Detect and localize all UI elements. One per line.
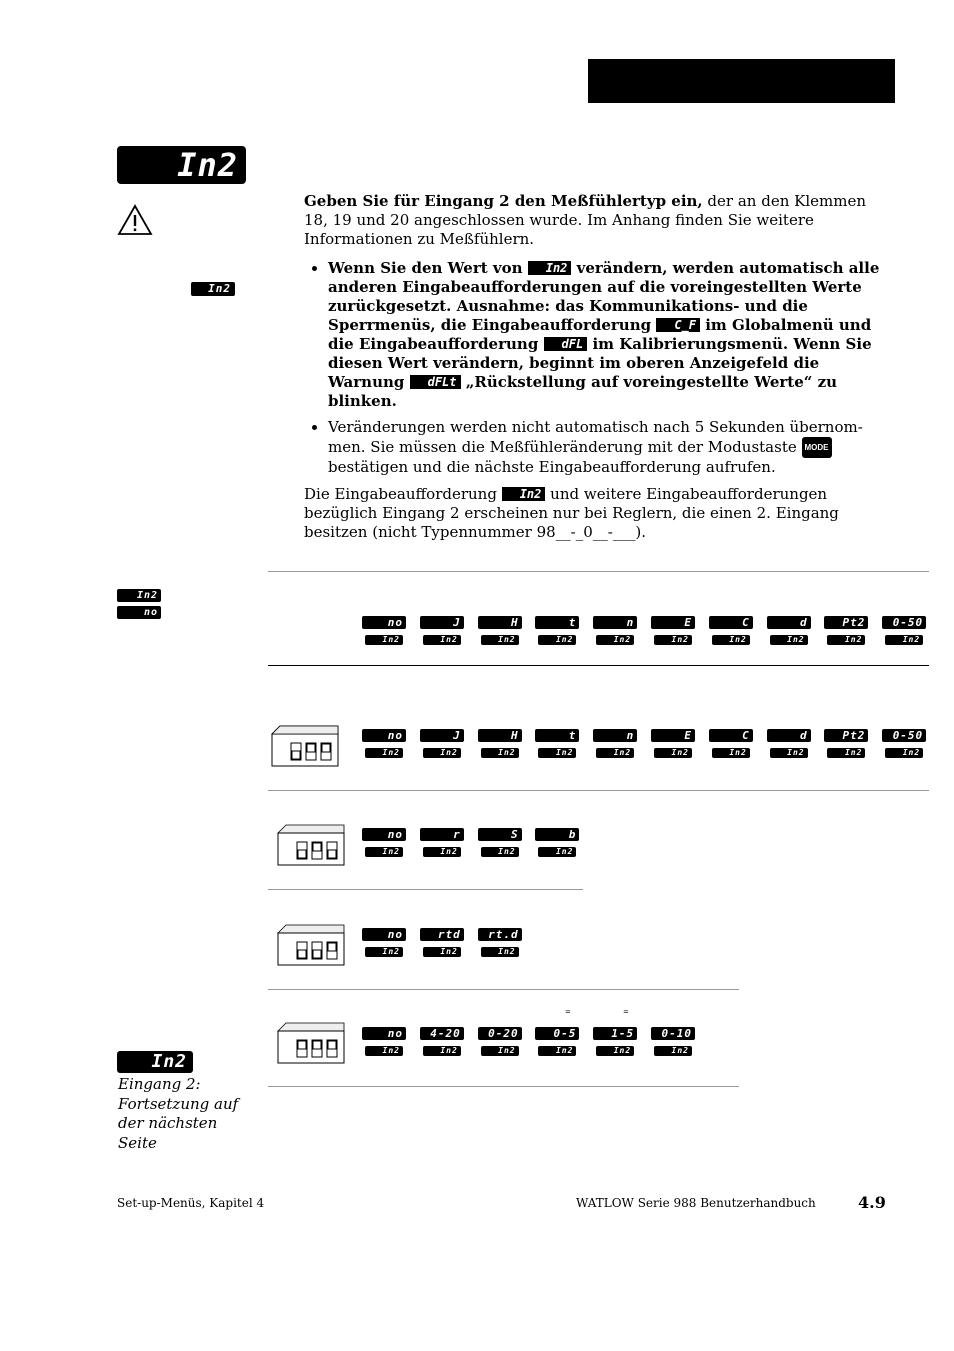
option-prompt-display: In2	[365, 947, 403, 957]
option-display-pair	[535, 828, 579, 857]
option-prompt-display: In2	[827, 635, 865, 645]
option-display-pair	[535, 729, 579, 758]
option-prompt-display: In2	[596, 635, 634, 645]
bullet-item-mode-key: • Veränderungen werden nicht automatisch nach 5 Sekunden übernom-men. Sie müssen die Meßfühleränderung mit der Modustaste MODE bestätigen und die nächste Eingabeaufforderung aufrufen.	[328, 418, 889, 477]
warning-icon	[117, 204, 153, 236]
option-value-display: H	[478, 729, 522, 742]
separator-line	[268, 889, 583, 890]
option-display-pair	[651, 1027, 695, 1056]
in2-display-continuation: In2	[117, 1051, 193, 1073]
option-display-pair	[420, 928, 464, 957]
option-value-display: rtd	[420, 928, 464, 941]
in2-inline-display: In2	[528, 261, 572, 275]
dip-switch-icon	[276, 823, 346, 867]
option-prompt-display: In2	[538, 635, 576, 645]
option-value-display: n	[593, 616, 637, 629]
separator-line	[268, 790, 929, 791]
option-prompt-display: In2	[423, 748, 461, 758]
in2-display-small: In2	[191, 282, 235, 296]
separator-line	[268, 571, 929, 572]
option-value-display: H	[478, 616, 522, 629]
option-value-display: no	[362, 828, 406, 841]
option-mark: =	[623, 1008, 629, 1016]
option-value-display: r	[420, 828, 464, 841]
option-display-pair	[420, 729, 464, 758]
option-display-pair	[535, 616, 579, 645]
option-value-display: no	[362, 928, 406, 941]
option-display-pair	[709, 729, 753, 758]
option-prompt-display: In2	[596, 748, 634, 758]
footer-chapter: Set-up-Menüs, Kapitel 4	[117, 1196, 265, 1210]
option-value-display: Pt2	[824, 616, 868, 629]
option-value-display: rt.d	[478, 928, 522, 941]
option-value-display: d	[767, 729, 811, 742]
option-prompt-display: In2	[538, 1046, 576, 1056]
option-display-pair	[651, 729, 695, 758]
option-prompt-display: In2	[770, 635, 808, 645]
left-prompt-in2: In2	[117, 589, 161, 602]
option-prompt-display: In2	[654, 635, 692, 645]
intro-paragraph: Geben Sie für Eingang 2 den Meßfühlertyp ein, der an den Klemmen 18, 19 und 20 angeschlossen wurde. Im Anhang finden Sie weitere Informationen zu Meßfühlern.	[304, 192, 866, 248]
option-value-display: Pt2	[824, 729, 868, 742]
separator-line	[268, 1086, 739, 1087]
option-mark: =	[565, 1008, 571, 1016]
option-display-pair	[767, 729, 811, 758]
option-display-pair	[362, 928, 406, 957]
option-display-pair	[362, 616, 406, 645]
option-prompt-display: In2	[423, 635, 461, 645]
option-display-pair	[420, 1027, 464, 1056]
option-prompt-display: In2	[423, 947, 461, 957]
option-prompt-display: In2	[885, 748, 923, 758]
option-value-display: n	[593, 729, 637, 742]
option-display-pair	[824, 616, 868, 645]
option-value-display: no	[362, 729, 406, 742]
option-prompt-display: In2	[770, 748, 808, 758]
option-display-pair	[882, 729, 926, 758]
option-value-display: b	[535, 828, 579, 841]
option-display-pair	[709, 616, 753, 645]
option-value-display: E	[651, 729, 695, 742]
option-value-display: 0-5	[535, 1027, 579, 1040]
option-prompt-display: In2	[423, 847, 461, 857]
footer-manual-title: WATLOW Serie 988 Benutzerhandbuch	[576, 1196, 816, 1210]
option-display-pair	[767, 616, 811, 645]
continuation-caption: Eingang 2: Fortsetzung auf der nächsten Seite	[118, 1075, 239, 1152]
dflt-inline-display: dFLt	[410, 375, 461, 389]
option-value-display: C	[709, 729, 753, 742]
option-prompt-display: In2	[712, 748, 750, 758]
option-value-display: E	[651, 616, 695, 629]
option-prompt-display: In2	[365, 847, 403, 857]
option-prompt-display: In2	[827, 748, 865, 758]
option-prompt-display: In2	[712, 635, 750, 645]
option-prompt-display: In2	[654, 1046, 692, 1056]
option-prompt-display: In2	[596, 1046, 634, 1056]
option-value-display: J	[420, 616, 464, 629]
option-display-pair	[362, 828, 406, 857]
option-prompt-display: In2	[481, 947, 519, 957]
option-display-pair	[362, 1027, 406, 1056]
option-value-display: d	[767, 616, 811, 629]
dip-switch-icon	[276, 923, 346, 967]
option-display-pair	[593, 729, 637, 758]
option-prompt-display: In2	[365, 748, 403, 758]
option-display-pair	[593, 1027, 637, 1056]
bullet-item-reset-warning: • Wenn Sie den Wert von In2 verändern, werden automatisch alle anderen Eingabeaufforderungen auf die voreingestellten Werte zurückgesetzt. Ausnahme: das Kommunikations- und die Sperrmenüs, die Eingabeaufforderung C_F im Globalmenü und die Eingabeaufforderung dFL im Kalibrierungsmenü. Wenn Sie diesen Wert verändern, beginnt im oberen Anzeigefeld die Warnung dFLt „Rückstellung auf voreingestellte Werte“ zu blinken.	[328, 259, 889, 411]
option-value-display: t	[535, 729, 579, 742]
option-display-pair	[362, 729, 406, 758]
option-value-display: 0-50	[882, 729, 926, 742]
option-value-display: 0-50	[882, 616, 926, 629]
availability-paragraph: Die Eingabeaufforderung In2 und weitere Eingabeaufforderungen bezüglich Eingang 2 erscheinen nur bei Reglern, die einen 2. Eingang besitzen (nicht Typennummer 98__-_0__-___).	[304, 485, 839, 541]
option-display-pair	[478, 828, 522, 857]
option-display-pair	[535, 1027, 579, 1056]
option-value-display: 4-20	[420, 1027, 464, 1040]
option-value-display: C	[709, 616, 753, 629]
option-display-pair	[593, 616, 637, 645]
option-prompt-display: In2	[481, 635, 519, 645]
option-value-display: 1-5	[593, 1027, 637, 1040]
option-display-pair	[478, 1027, 522, 1056]
option-value-display: t	[535, 616, 579, 629]
page-number: 4.9	[858, 1193, 886, 1212]
option-prompt-display: In2	[538, 847, 576, 857]
c-f-inline-display: C_F	[656, 318, 700, 332]
chapter-header-bar	[588, 59, 895, 103]
option-display-pair	[478, 928, 522, 957]
dfl-inline-display: dFL	[544, 337, 588, 351]
option-prompt-display: In2	[423, 1046, 461, 1056]
option-display-pair	[824, 729, 868, 758]
option-display-pair	[420, 616, 464, 645]
option-display-pair	[478, 616, 522, 645]
option-prompt-display: In2	[538, 748, 576, 758]
option-value-display: no	[362, 616, 406, 629]
option-value-display: 0-20	[478, 1027, 522, 1040]
option-prompt-display: In2	[654, 748, 692, 758]
dip-switch-icon	[270, 724, 340, 768]
option-prompt-display: In2	[885, 635, 923, 645]
separator-line	[268, 665, 929, 666]
option-value-display: J	[420, 729, 464, 742]
mode-key-icon: MODE	[802, 437, 832, 458]
main-text	[304, 192, 889, 552]
option-prompt-display: In2	[365, 635, 403, 645]
bullet-list	[304, 259, 889, 477]
option-prompt-display: In2	[365, 1046, 403, 1056]
option-prompt-display: In2	[481, 748, 519, 758]
separator-line	[268, 989, 739, 990]
option-display-pair	[882, 616, 926, 645]
option-display-pair	[651, 616, 695, 645]
left-prompt-no: no	[117, 606, 161, 619]
option-value-display: no	[362, 1027, 406, 1040]
option-prompt-display: In2	[481, 1046, 519, 1056]
dip-switch-icon	[276, 1021, 346, 1065]
option-value-display: 0-10	[651, 1027, 695, 1040]
option-value-display: S	[478, 828, 522, 841]
in2-inline-display-2: In2	[502, 487, 546, 501]
option-display-pair	[478, 729, 522, 758]
option-display-pair	[420, 828, 464, 857]
option-prompt-display: In2	[481, 847, 519, 857]
in2-display-large: In2	[117, 146, 246, 184]
